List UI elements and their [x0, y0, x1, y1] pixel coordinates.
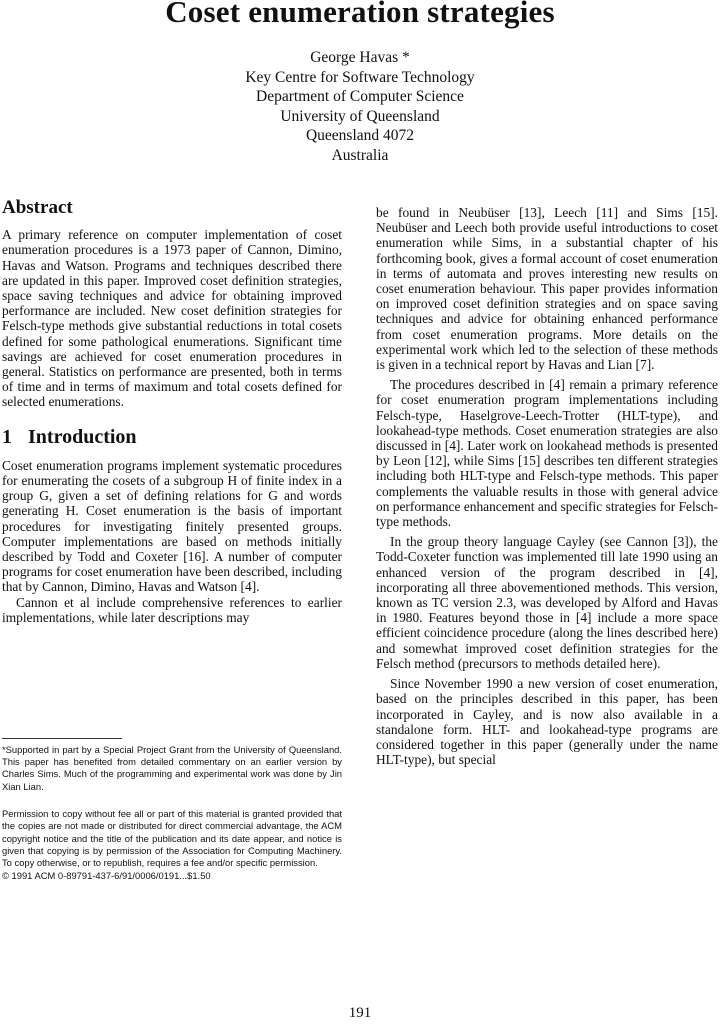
copyright-line: © 1991 ACM 0-89791-437-6/91/0006/0191...$1.50: [2, 870, 211, 882]
affiliation-line: Australia: [331, 146, 389, 164]
footnote-rule: [2, 738, 122, 739]
left-column: [2, 197, 342, 625]
section-number: 1: [2, 425, 12, 448]
right-paragraph-1: be found in Neubüser [13], Leech [11] and Sims [15]. Neubüser and Leech both provide useful introductions to coset enumeration while Sims, in a substantial chapter of his forthcoming book, gives a formal account of coset enumeration in terms of automata and proves interesting new results on coset enumeration behaviour. This paper provides information on improved coset definition strategies and on space saving techniques and advice for obtaining enhanced performance from coset enumeration programs. More details on the experimental work which led to the selection of these methods is given in a technical report by Havas and Lian [7].: [376, 205, 718, 373]
footnote: [2, 744, 342, 793]
permission-text: Permission to copy without fee all or part of this material is granted provided that the copies are not made or distributed for direct commercial advantage, the ACM copyright notice and the title of the publication and its date appear, and notice is given that copying is by permission of the Association for Computing Machinery. To copy otherwise, or to republish, requires a fee and/or specific permission.: [2, 808, 342, 869]
intro-paragraph-1: Coset enumeration programs implement systematic procedures for enumerating the cosets of a subgroup H of finite index in a group G, given a set of defining relations for G and words generating H. Coset enumeration is the basis of important procedures for investigating finitely presented groups. Computer implementations are based on methods initially described by Todd and Coxeter [16]. A number of computer programs for coset enumeration have been described, including that by Cannon, Dimino, Havas and Watson [4].: [2, 457, 342, 595]
right-paragraph-2: The procedures described in [4] remain a primary reference for coset enumeration program implementations including Felsch-type, Haselgrove-Leech-Trotter (HLT-type), and lookahead-type methods. Coset enumeration strategies are also discussed in [4]. Later work on lookahead methods is presented by Leon [12], while Sims [15] describes ten different strategies including both HLT-type and Felsch-type methods. This paper complements the valuable results in those with general advice on performance enhancement and specific strategies for Felsch-type methods.: [376, 377, 718, 530]
affiliation-line: Key Centre for Software Technology: [245, 68, 475, 86]
introduction-heading: [2, 425, 342, 448]
page-number: 191: [348, 1005, 372, 1021]
abstract-text: A primary reference on computer implementation of coset enumeration procedures is a 1973 paper of Cannon, Dimino, Havas and Watson. Programs and techniques described there are updated in this paper. Improved coset definition strategies, space saving techniques and advice for obtaining improved performance are included. New coset definition strategies for Felsch-type methods give substantial reductions in total cosets defined for some pathological enumerations. Significant time savings are achieved for coset enumeration procedures in general. Statistics on performance are presented, both in terms of time and in terms of maximum and total cosets defined for selected enumerations.: [2, 227, 342, 410]
author-name: George Havas *: [310, 49, 410, 66]
affiliation-line: Queensland 4072: [305, 127, 415, 144]
permission-notice: [2, 808, 342, 883]
intro-paragraph-2: Cannon et al include comprehensive references to earlier implementations, while later descriptions may: [2, 594, 342, 625]
footnote-text: *Supported in part by a Special Project Grant from the University of Queensland. This paper has benefited from detailed commentary on an earlier version by Charles Sims. Much of the programming and experimental work was done by Jin Xian Lian.: [2, 744, 342, 792]
right-column: [376, 205, 718, 767]
author-block: [0, 48, 720, 165]
abstract-heading: Abstract: [2, 197, 73, 218]
affiliation-line: Department of Computer Science: [256, 88, 464, 105]
section-title: Introduction: [28, 425, 137, 448]
paper-title: Coset enumeration strategies: [165, 0, 555, 29]
right-paragraph-3: In the group theory language Cayley (see Cannon [3]), the Todd-Coxeter function was implemented till late 1990 using an enhanced version of the program described in [4], incorporating all three abovementioned methods. This version, known as TC version 2.3, was developed by Alford and Havas in 1980. Features beyond those in [4] include a more space efficient coincidence procedure (along the lines described here) and somewhat improved coset definition strategies for the Felsch method (precursors to methods detailed here).: [376, 534, 718, 671]
right-paragraph-4: Since November 1990 a new version of coset enumeration, based on the principles described in this paper, has been incorporated in Cayley, and is now also available in a standalone form. HLT- and lookahead-type programs are considered together in this paper (generally under the name HLT-type), but special: [376, 676, 718, 768]
affiliation-line: University of Queensland: [280, 107, 440, 125]
